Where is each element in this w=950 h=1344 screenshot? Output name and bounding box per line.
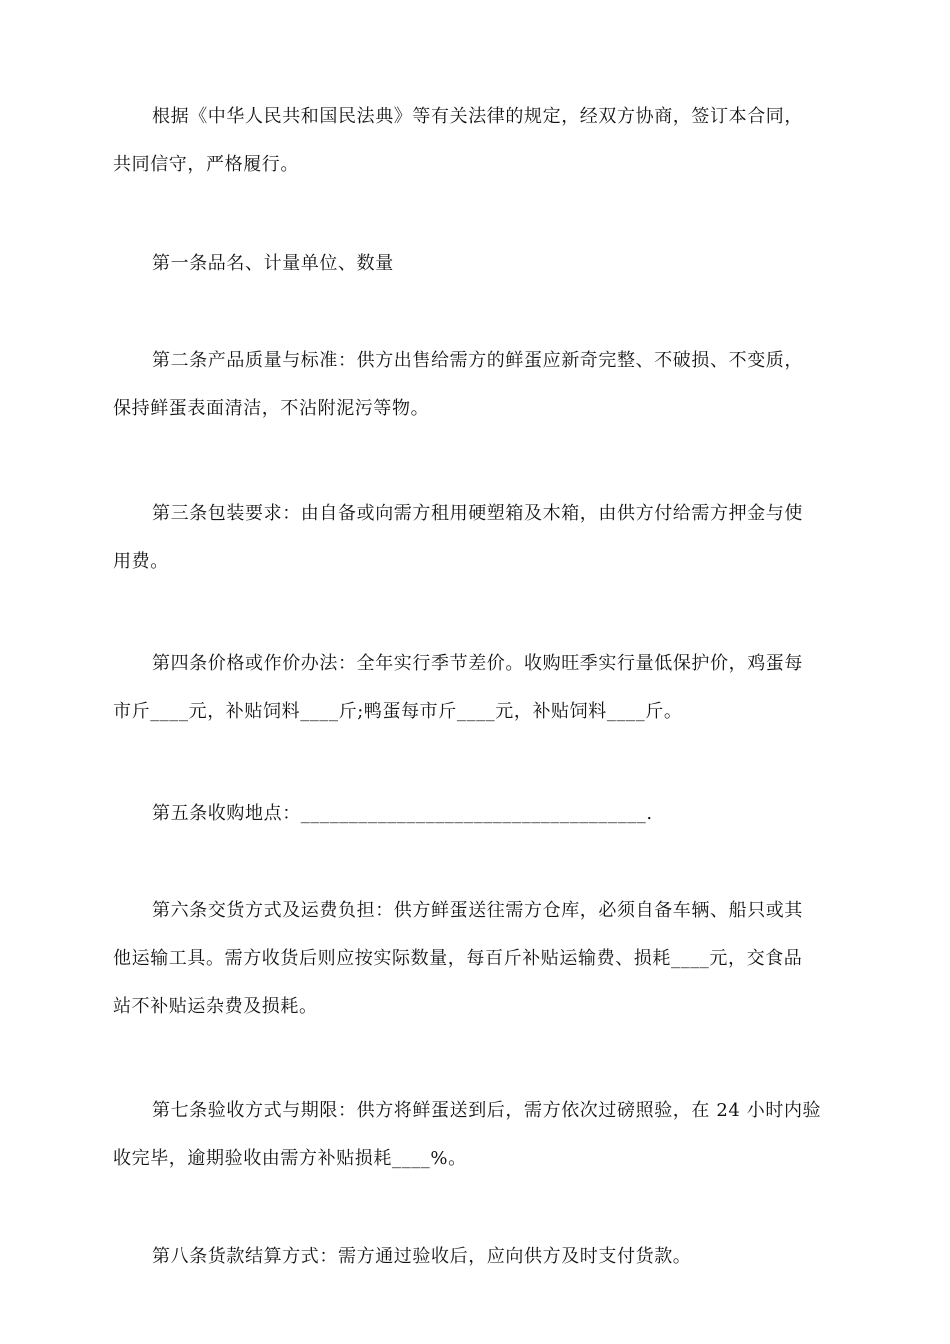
paragraph-article-5 xyxy=(113,790,837,838)
paragraph-line: 市斤____元，补贴饲料____斤;鸭蛋每市斤____元，补贴饲料____斤。 xyxy=(113,701,683,722)
paragraph-line: 第四条价格或作价办法：全年实行季节差价。收购旺季实行量低保护价，鸡蛋每 xyxy=(152,653,803,674)
paragraph-article-6 xyxy=(113,887,837,1031)
paragraph-line: 保持鲜蛋表面清洁，不沾附泥污等物。 xyxy=(113,398,430,419)
paragraph-line: 第六条交货方式及运费负担：供方鲜蛋送往需方仓库，必须自备车辆、船只或其 xyxy=(152,900,803,921)
paragraph-line: 第一条品名、计量单位、数量 xyxy=(152,253,394,274)
paragraph-line: 收完毕，逾期验收由需方补贴损耗____%。 xyxy=(113,1148,467,1169)
paragraph-article-8 xyxy=(113,1233,837,1281)
paragraph-line: 根据《中华人民共和国民法典》等有关法律的规定，经双方协商，签订本合同， xyxy=(152,106,803,127)
paragraph-line: 共同信守，严格履行。 xyxy=(113,154,299,175)
paragraph-line: 第八条货款结算方式：需方通过验收后，应向供方及时支付货款。 xyxy=(152,1246,692,1267)
paragraph-article-3 xyxy=(113,490,837,586)
paragraph-article-1 xyxy=(113,240,837,288)
paragraph-article-2 xyxy=(113,337,837,433)
paragraph-line: 第二条产品质量与标准：供方出售给需方的鲜蛋应新奇完整、不破损、不变质， xyxy=(152,350,803,371)
paragraph-line: 第五条收购地点：____________________________________. xyxy=(152,803,653,824)
paragraph-line: 第七条验收方式与期限：供方将鲜蛋送到后，需方依次过磅照验，在 24 小时内验 xyxy=(152,1100,822,1121)
paragraph-article-7 xyxy=(113,1087,837,1183)
paragraph-line: 第三条包装要求：由自备或向需方租用硬塑箱及木箱，由供方付给需方押金与使 xyxy=(152,503,803,524)
paragraph-article-4 xyxy=(113,640,837,736)
paragraph-line: 用费。 xyxy=(113,551,169,572)
paragraph-intro xyxy=(113,93,837,189)
paragraph-line: 他运输工具。需方收货后则应按实际数量，每百斤补贴运输费、损耗____元，交食品 xyxy=(113,948,803,969)
paragraph-line: 站不补贴运杂费及损耗。 xyxy=(113,996,318,1017)
